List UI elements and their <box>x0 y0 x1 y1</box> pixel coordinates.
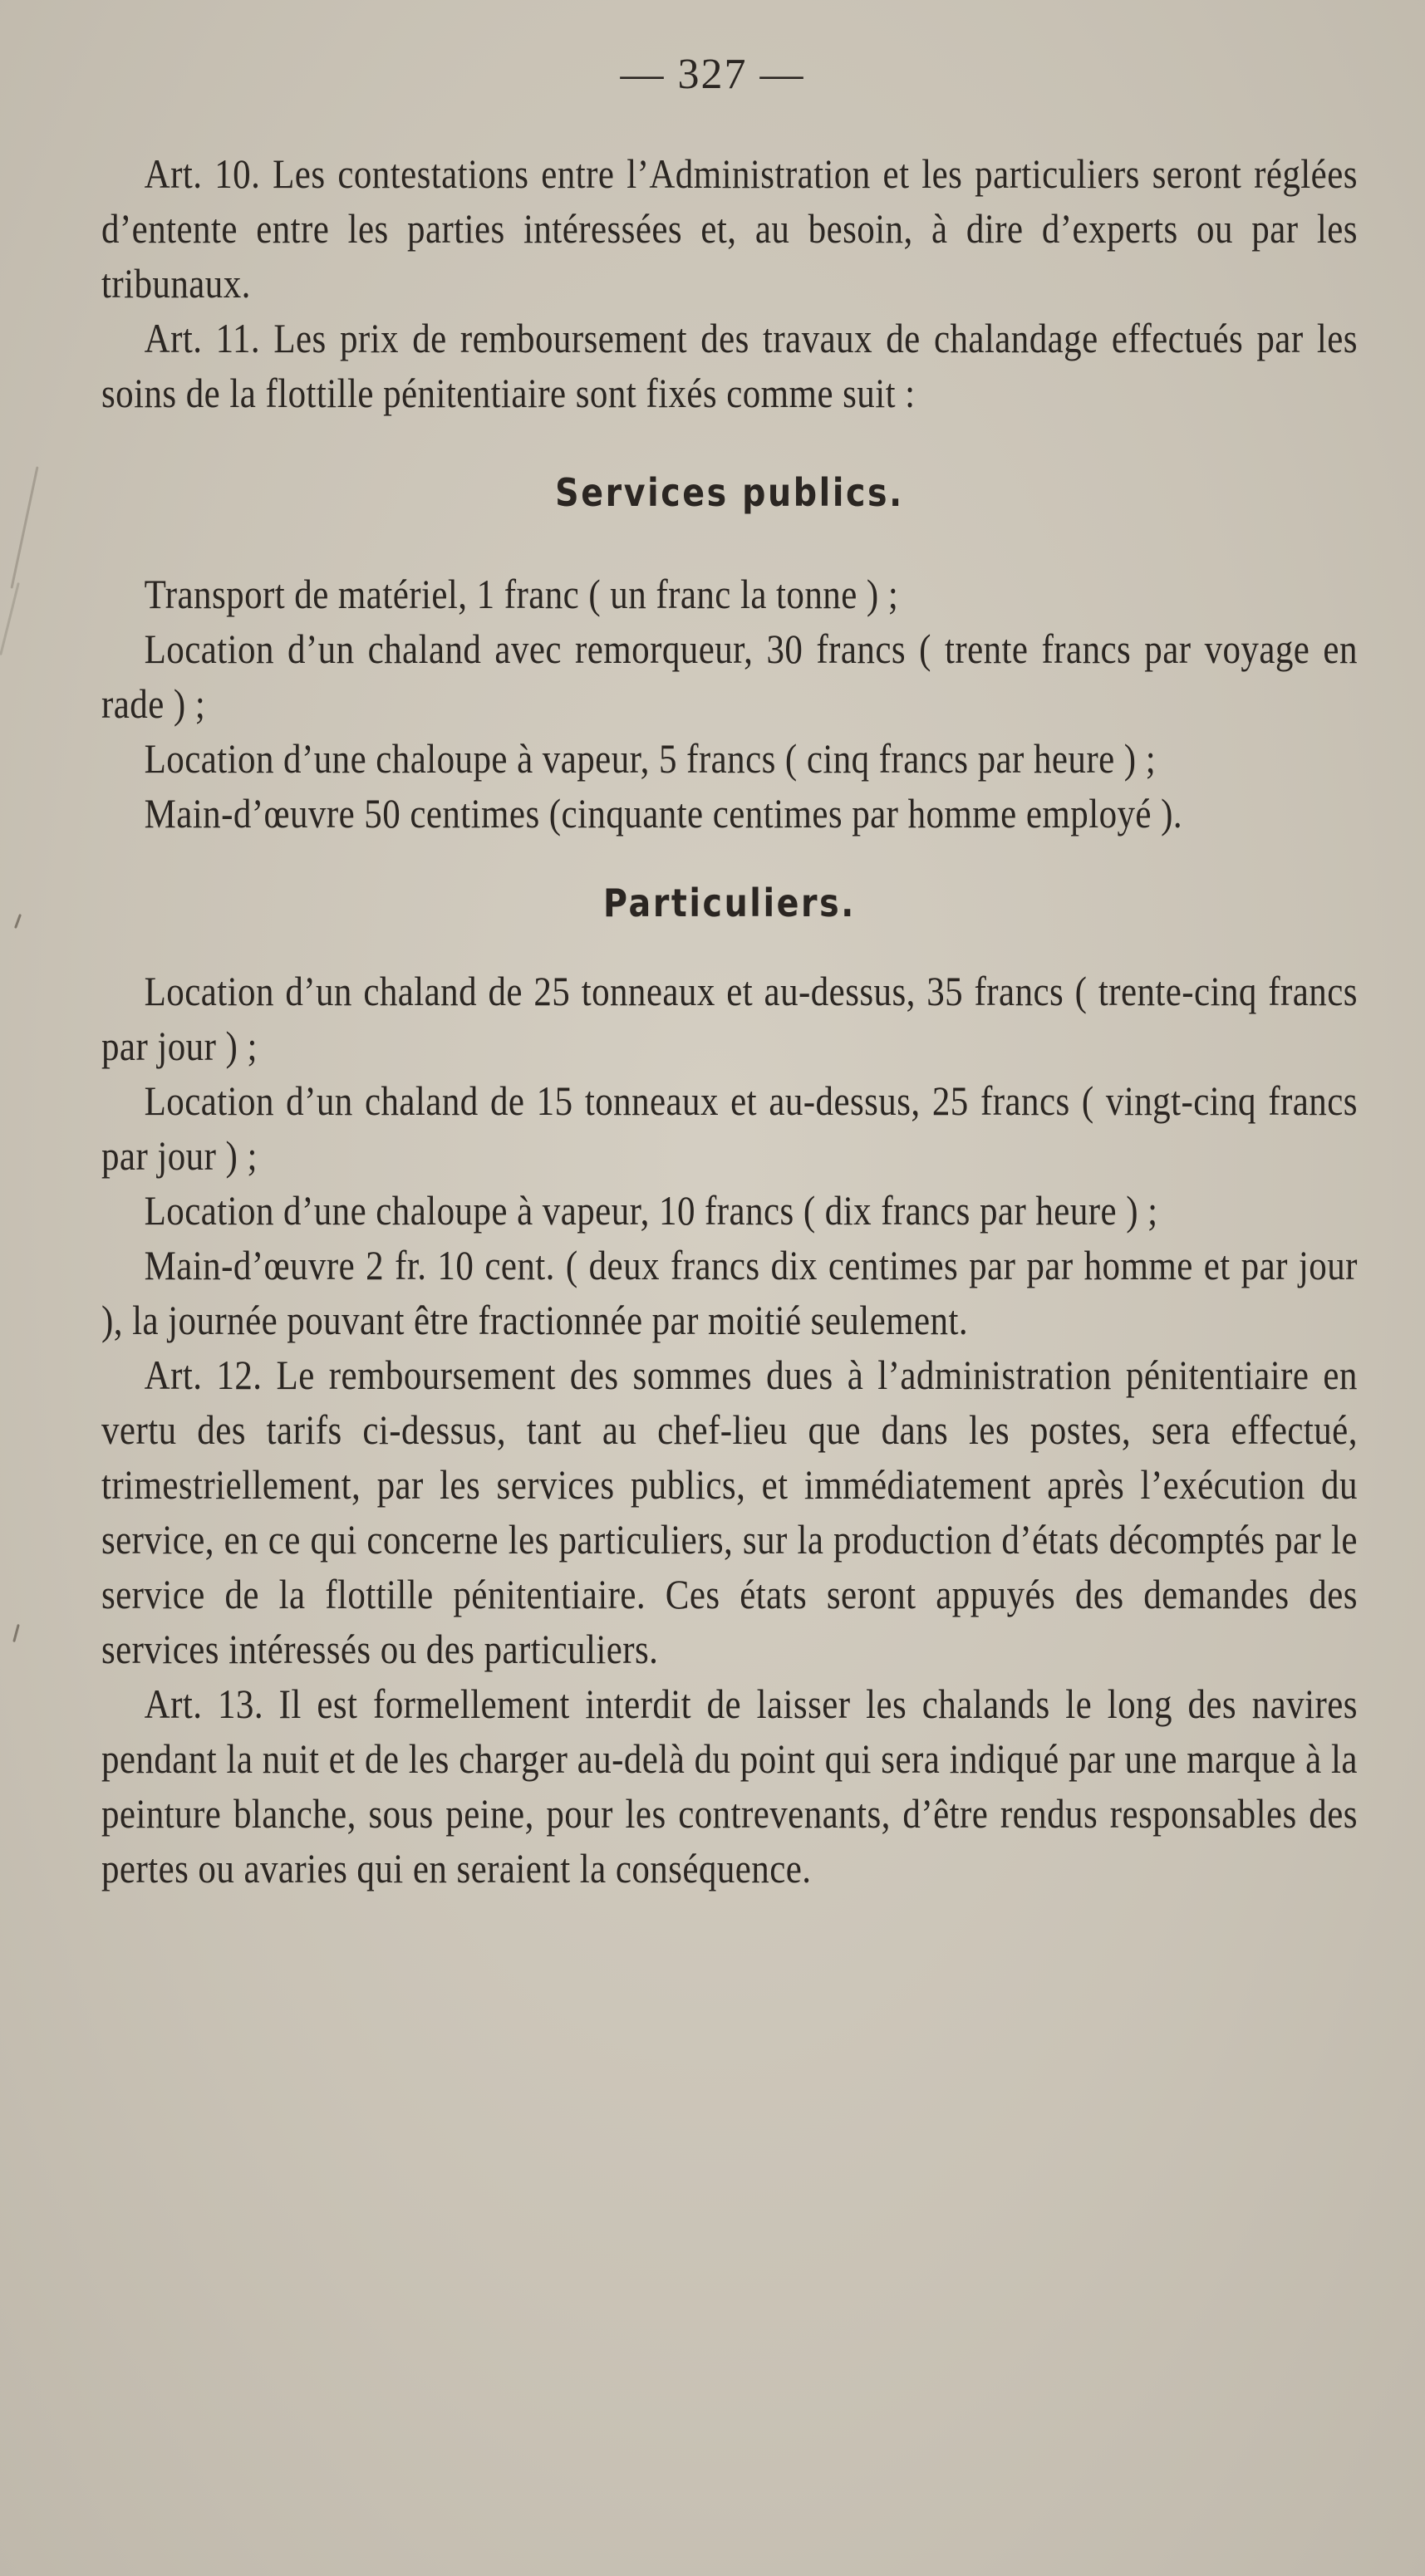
tariff-item: Location d’un chaland avec remorqueur, 30 francs ( trente francs par voyage en rade ) ; <box>101 626 1358 727</box>
article-13: Art. 13. Il est formellement interdit de laisser les chalands le long des navires pendant la nuit et de les charger au-delà du point qui sera indiqué par une marque à la peinture blanche, sous peine, pour les contrevenants, d’être rendus responsables des pertes ou avaries qui en seraient la conséquence. <box>101 1681 1358 1892</box>
tariff-item: Location d’une chaloupe à vapeur, 5 francs ( cinq francs par heure ) ; <box>144 735 1157 782</box>
page-number: — 327 — <box>620 51 805 98</box>
margin-mark <box>10 466 38 588</box>
body-text <box>101 146 1358 1896</box>
tariff-item: Main-d’œuvre 50 centimes (cinquante centimes par homme employé ). <box>144 790 1183 837</box>
tariff-item: Main-d’œuvre 2 fr. 10 cent. ( deux francs dix centimes par par homme et par jour ), la journée pouvant être fractionnée par moitié seulement. <box>101 1242 1358 1343</box>
article-11: Art. 11. Les prix de remboursement des travaux de chalandage effectués par les soins de la flottille pénitentiaire sont fixés comme suit : <box>101 315 1358 416</box>
section-heading-public-services: Services publics. <box>555 470 904 515</box>
tariff-item: Transport de matériel, 1 franc ( un franc la tonne ) ; <box>144 571 899 617</box>
tariff-item: Location d’un chaland de 15 tonneaux et au-dessus, 25 francs ( vingt-cinq francs par jour ) ; <box>101 1077 1358 1179</box>
margin-mark <box>12 1624 20 1642</box>
margin-mark <box>0 582 20 655</box>
section-heading-private-parties: Particuliers. <box>603 881 856 925</box>
article-12: Art. 12. Le remboursement des sommes dues à l’administration pénitentiaire en vertu des tarifs ci-dessus, tant au chef-lieu que dans les postes, sera effectué, trimestriellement, par les services publics, et immédiatement après l’exécution du service, en ce qui concerne les particuliers, sur la production d’états décomptés par le service de la flottille pénitentiaire. Ces états seront appuyés des demandes des services intéressés ou des particuliers. <box>101 1352 1358 1672</box>
margin-mark <box>14 914 22 929</box>
article-10: Art. 10. Les contestations entre l’Administration et les particuliers seront réglées d’entente entre les parties intéressées et, au besoin, à dire d’experts ou par les tribunaux. <box>101 150 1358 307</box>
tariff-item: Location d’une chaloupe à vapeur, 10 francs ( dix francs par heure ) ; <box>144 1187 1158 1234</box>
tariff-item: Location d’un chaland de 25 tonneaux et au-dessus, 35 francs ( trente-cinq francs par jour ) ; <box>101 968 1358 1069</box>
